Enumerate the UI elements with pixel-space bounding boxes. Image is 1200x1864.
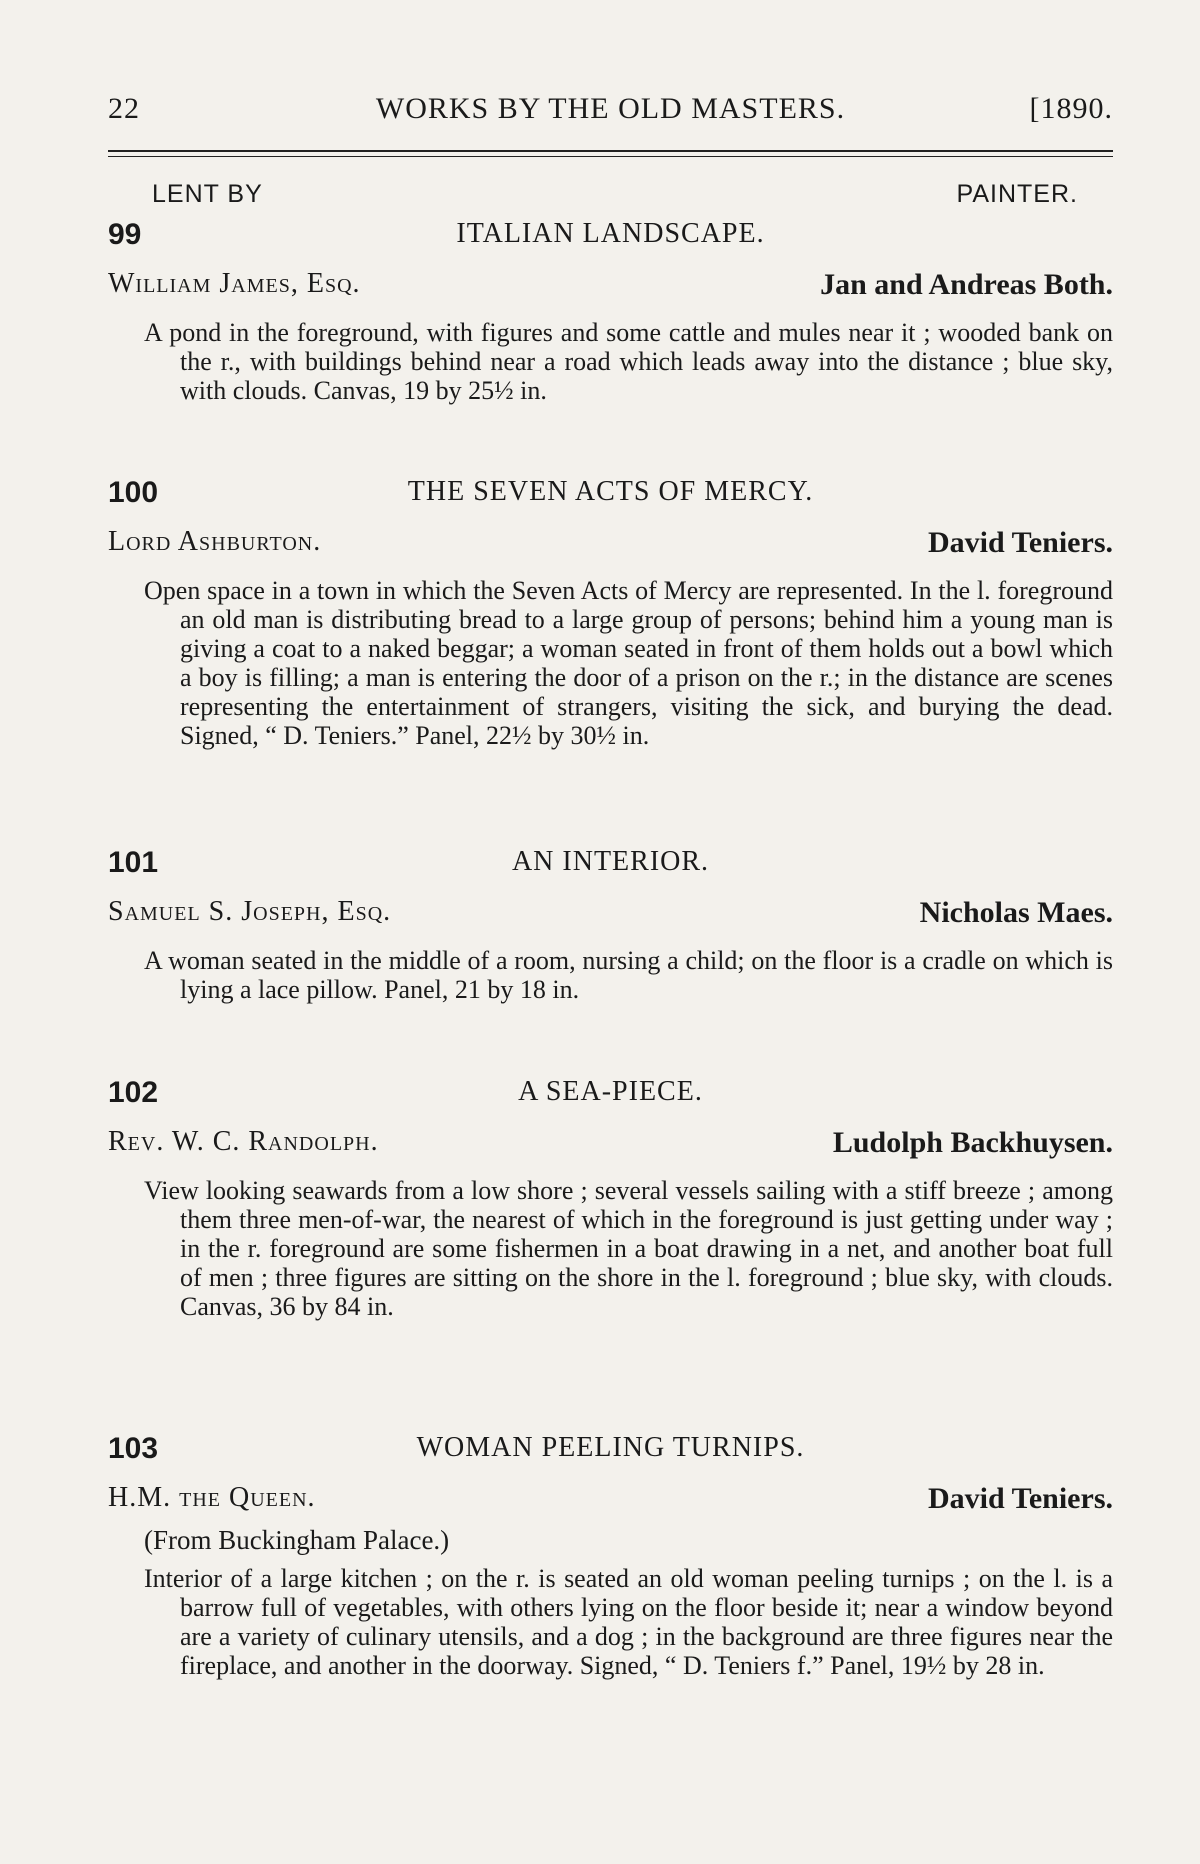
- entry-number: 99: [108, 218, 142, 251]
- running-head: [108, 92, 1113, 132]
- catalogue-entry-99: [108, 218, 1113, 405]
- running-title: WORKS BY THE OLD MASTERS.: [375, 92, 846, 125]
- entry-number: 102: [108, 1076, 159, 1109]
- entry-provenance: (From Buckingham Palace.): [144, 1525, 450, 1555]
- entry-description: Open space in a town in which the Seven Acts of Mercy are represented. In the l. foreground an old man is distributing bread to a large group of persons; behind him a young man is giving a coat to a naked beggar; a woman seated in front of them holds out a bowl which a boy is filling; a man is entering the door of a prison on the r.; in the distance are scenes representing the entertainment of strangers, visiting the sick, and burying the dead. Signed, “ D. Teniers.” Panel, 22½ by 30½ in.: [144, 576, 1113, 750]
- header-rule-thin: [108, 156, 1113, 157]
- entry-number: 100: [108, 476, 159, 509]
- catalogue-entry-100: [108, 476, 1113, 750]
- entry-description: A woman seated in the middle of a room, nursing a child; on the floor is a cradle on which is lying a lace pillow. Panel, 21 by 18 in.: [144, 946, 1113, 1004]
- catalogue-entry-102: [108, 1076, 1113, 1321]
- entry-description: View looking seawards from a low shore ; several vessels sailing with a stiff breeze ; among them three men-of-war, the nearest of which in the foreground is just getting under way ; in the r. foreground are some fishermen in a boat drawing in a net, and another boat full of men ; three figures are sitting on the shore in the l. foreground ; blue sky, with clouds. Canvas, 36 by 84 in.: [144, 1176, 1113, 1321]
- entry-painter: Nicholas Maes.: [919, 896, 1113, 929]
- entry-title: WOMAN PEELING TURNIPS.: [416, 1432, 805, 1463]
- page-number: 22: [108, 92, 140, 125]
- entry-description: A pond in the foreground, with figures and some cattle and mules near it ; wooded bank on the r., with buildings behind near a road which leads away into the distance ; blue sky, with clouds. Canvas, 19 by 25½ in.: [144, 318, 1113, 405]
- entry-painter: David Teniers.: [927, 1482, 1113, 1515]
- entry-number: 103: [108, 1432, 159, 1465]
- header-rule-thick: [108, 150, 1113, 152]
- entry-painter: Jan and Andreas Both.: [820, 268, 1113, 301]
- catalogue-entry-103: [108, 1432, 1113, 1680]
- entry-title: A SEA-PIECE.: [518, 1076, 703, 1107]
- entry-lender: H.M. the Queen.: [108, 1482, 316, 1513]
- entry-lender: Lord Ashburton.: [108, 526, 322, 557]
- entry-title: AN INTERIOR.: [511, 846, 710, 877]
- entry-title: THE SEVEN ACTS OF MERCY.: [407, 476, 814, 507]
- entry-number: 101: [108, 846, 159, 879]
- column-heading-painter: PAINTER.: [956, 180, 1078, 208]
- year-marker: [1890.: [1029, 92, 1113, 125]
- column-heading-lent-by: LENT BY: [152, 180, 263, 208]
- entry-lender: Rev. W. C. Randolph.: [108, 1126, 379, 1157]
- entry-painter: Ludolph Backhuysen.: [832, 1126, 1113, 1159]
- entry-lender: Samuel S. Joseph, Esq.: [108, 896, 392, 927]
- catalogue-entry-101: [108, 846, 1113, 1004]
- entry-title: ITALIAN LANDSCAPE.: [456, 218, 765, 249]
- entry-description: Interior of a large kitchen ; on the r. is seated an old woman peeling turnips ; on the l. is a barrow full of vegetables, with others lying on the floor beside it; near a window beyond are a variety of culinary utensils, and a dog ; in the background are three figures near the fireplace, and another in the doorway. Signed, “ D. Teniers f.” Panel, 19½ by 28 in.: [144, 1564, 1113, 1680]
- entry-lender: William James, Esq.: [108, 268, 361, 299]
- entry-painter: David Teniers.: [927, 526, 1113, 559]
